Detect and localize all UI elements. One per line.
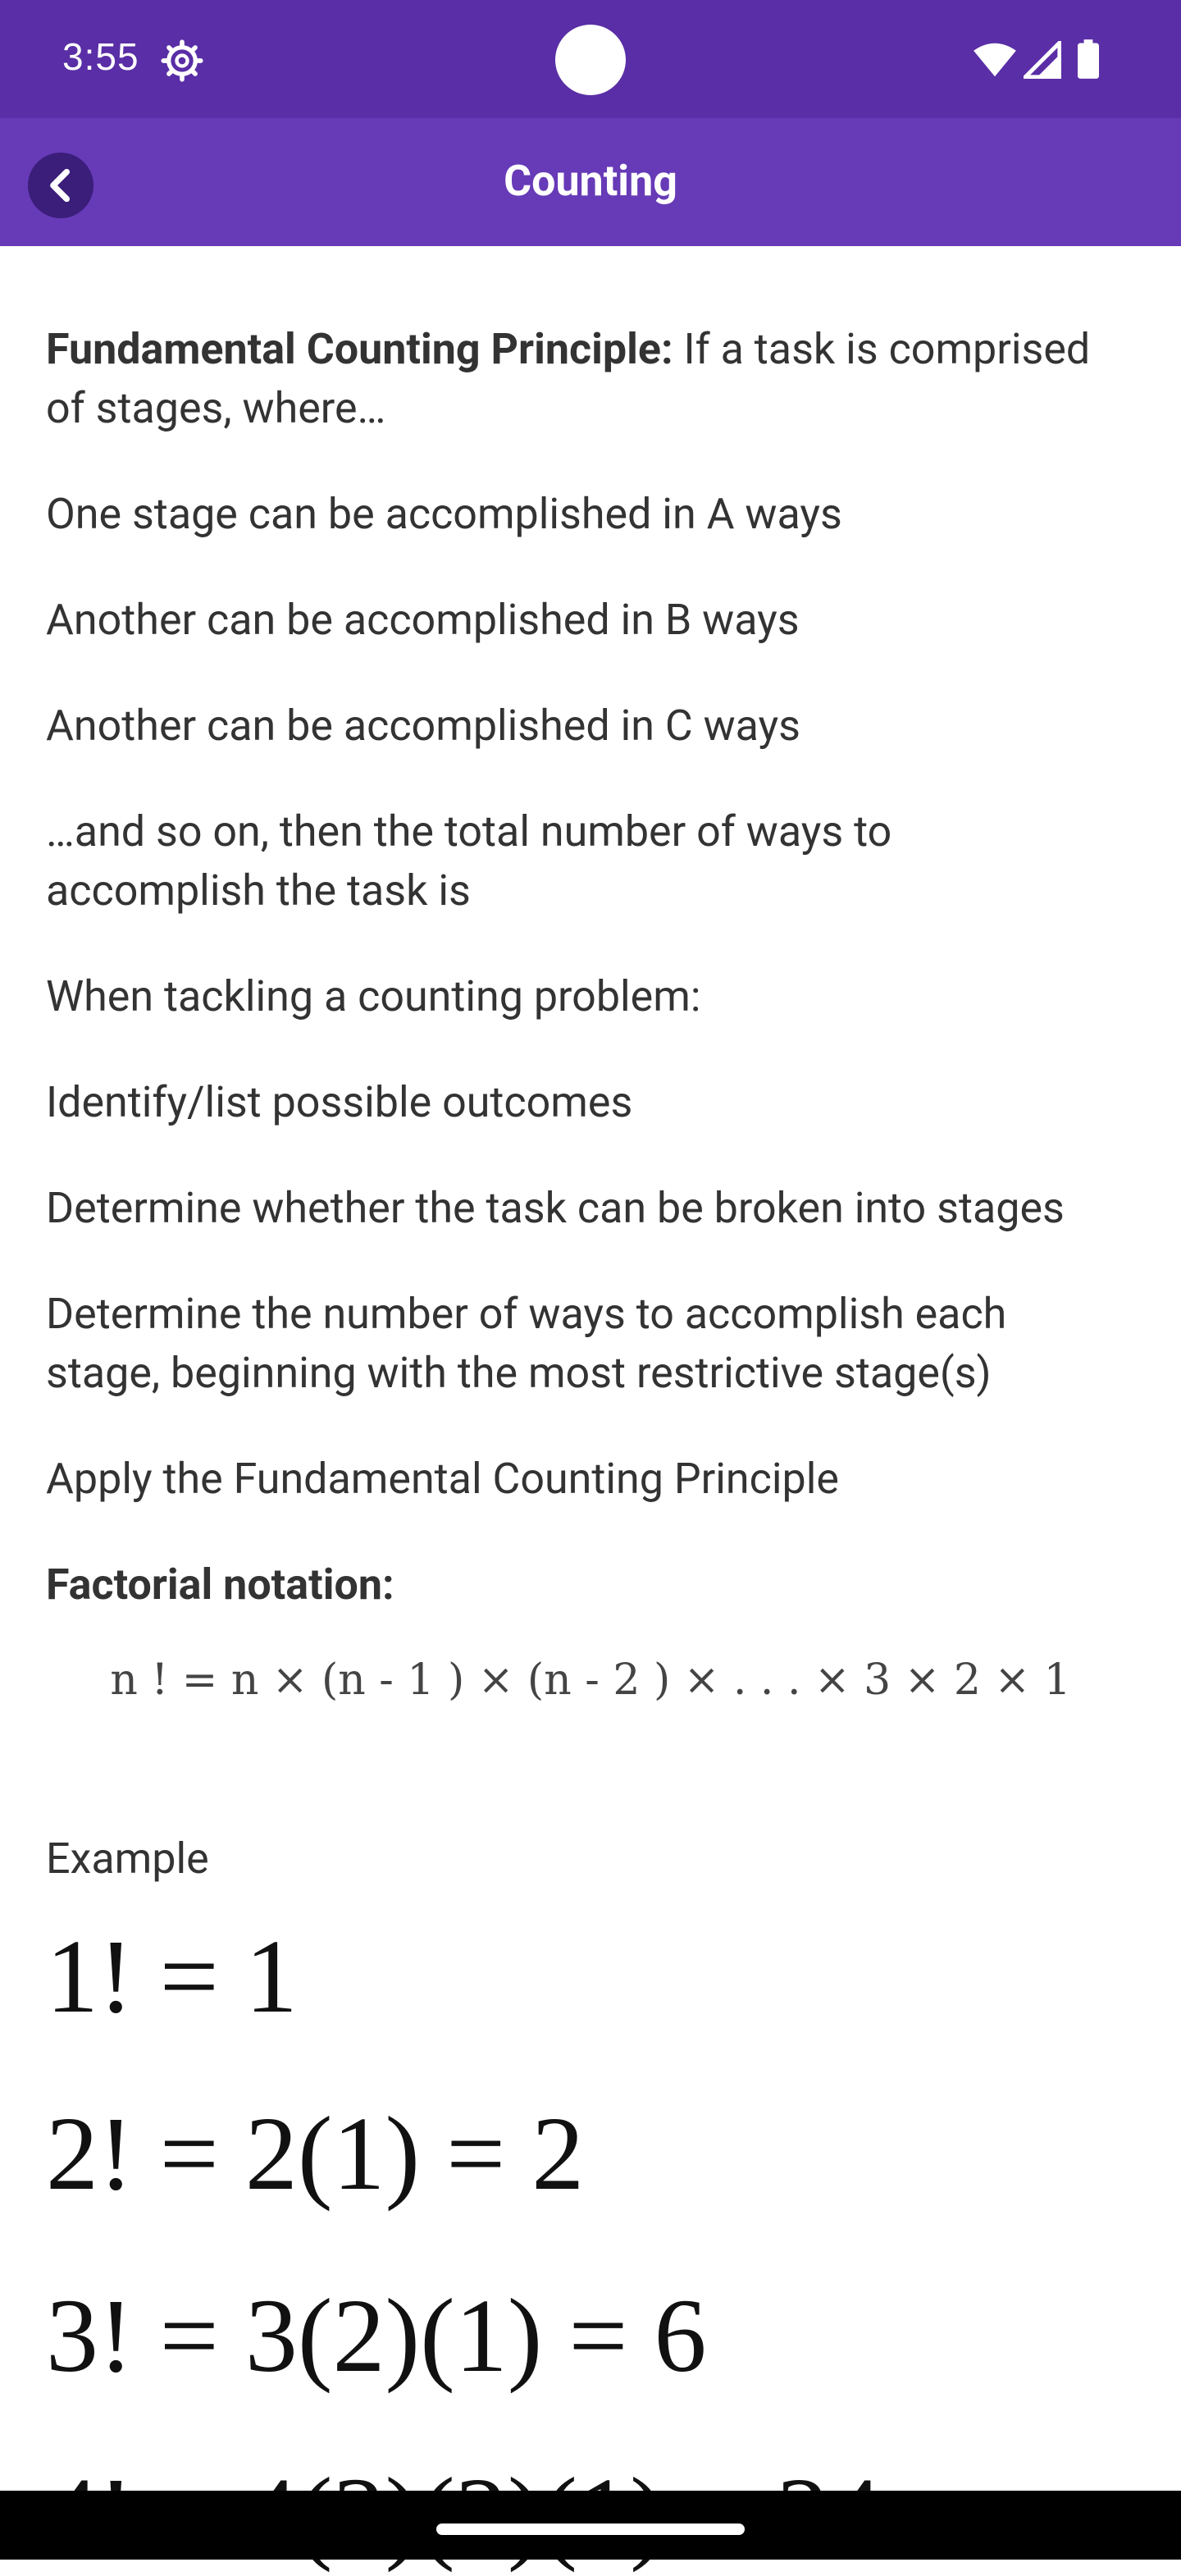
status-bar: [0, 0, 1181, 118]
paragraph-identify: Identify/list possible outcomes: [46, 1077, 633, 1127]
status-time: 3:55: [62, 35, 139, 78]
paragraph-determine-stages: Determine whether the task can be broken into stages: [46, 1183, 1065, 1233]
paragraph-stage-a: One stage can be accomplished in A ways: [46, 489, 842, 539]
page-title: Counting: [504, 156, 677, 206]
principle-paragraph: [46, 320, 1112, 438]
paragraph-tackling: When tackling a counting problem:: [46, 971, 701, 1021]
content-body: [46, 320, 1112, 1615]
home-gesture-handle[interactable]: [436, 2523, 745, 2535]
camera-cutout: [555, 25, 626, 95]
paragraph-apply: Apply the Fundamental Counting Principle: [46, 1454, 839, 1504]
battery-icon: [1078, 39, 1099, 79]
example-equation-3: 3! = 3(2)(1) = 6: [46, 2277, 707, 2394]
factorial-heading: Factorial notation:: [46, 1560, 394, 1610]
principle-text: If a task is comprised of stages, where…: [46, 324, 1091, 433]
gear-icon: [161, 39, 203, 82]
wifi-icon: [973, 41, 1017, 79]
paragraph-and-so-on: …and so on, then the total number of ways to accomplish the task is: [46, 806, 892, 916]
principle-heading: Fundamental Counting Principle:: [46, 324, 673, 374]
example-label: Example: [46, 1834, 209, 1884]
signal-icon: [1024, 41, 1061, 79]
example-equation-2: 2! = 2(1) = 2: [46, 2095, 585, 2212]
paragraph-stage-c: Another can be accomplished in C ways: [46, 701, 801, 751]
paragraph-stage-b: Another can be accomplished in B ways: [46, 595, 800, 645]
example-equation-1: 1! = 1: [46, 1918, 298, 2035]
factorial-formula: n ! = n × (n - 1 ) × (n - 2 ) × . . . × 3 × 2 × 1: [110, 1656, 1071, 1705]
paragraph-determine-ways: Determine the number of ways to accomplish each stage, beginning with the most restrictive stage(s): [46, 1289, 1007, 1398]
